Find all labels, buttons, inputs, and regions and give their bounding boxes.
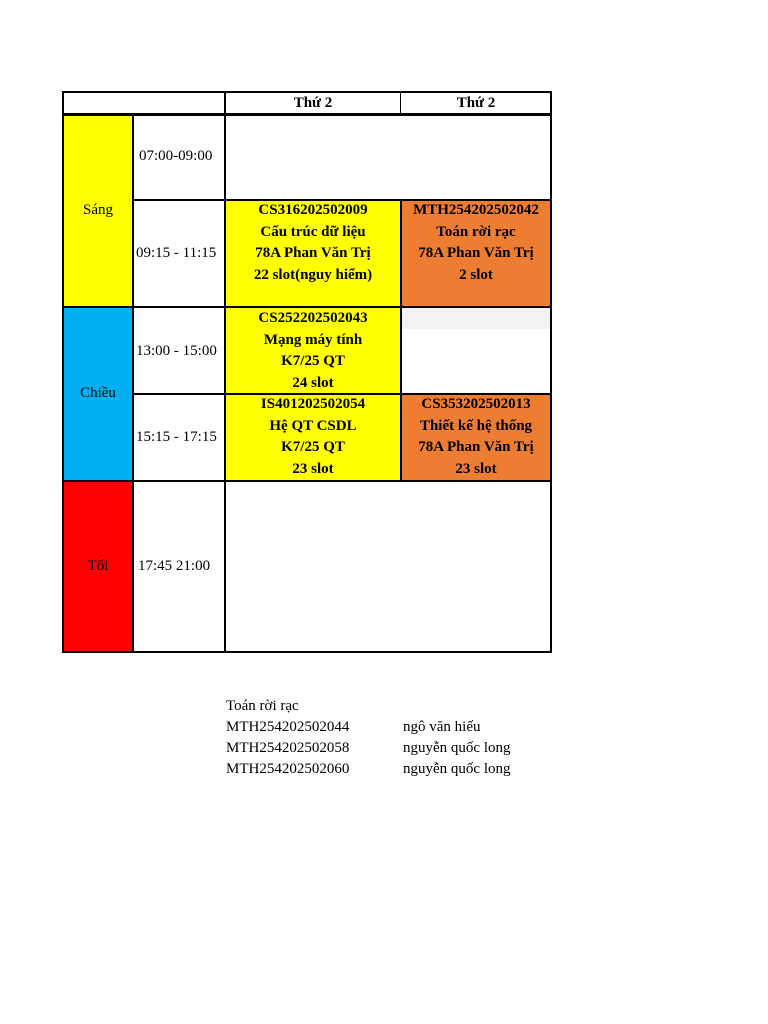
course-name: Mạng máy tính	[263, 331, 363, 348]
course-room: K7/25 QT	[281, 353, 345, 369]
notes-person: nguyễn quốc long	[403, 740, 511, 756]
course-cell-c2	[402, 200, 550, 306]
notes-title: Toán rời rạc	[226, 698, 299, 714]
time-slot-3: 13:00 - 15:00	[136, 343, 217, 359]
session-afternoon: Chiều	[80, 385, 116, 401]
time-slot-1: 07:00-09:00	[139, 148, 213, 164]
time-slot-2: 09:15 - 11:15	[136, 245, 217, 261]
notes-person: nguyễn quốc long	[403, 761, 511, 777]
course-name: Cấu trúc dữ liệu	[260, 223, 366, 240]
border-bottom	[62, 651, 552, 653]
session-col-sep	[132, 114, 134, 653]
course-slots: 2 slot	[459, 266, 493, 283]
course-code: CS316202502009	[258, 202, 368, 218]
course-slots: 23 slot	[292, 460, 334, 477]
course-slots: 24 slot	[292, 374, 334, 391]
course-room: 78A Phan Văn Trị	[418, 439, 534, 455]
header-day-2: Thứ 2	[456, 95, 496, 111]
border-right	[550, 91, 552, 653]
course-name: Hệ QT CSDL	[269, 417, 357, 434]
time-slot-4: 15:15 - 17:15	[136, 429, 217, 445]
course-room: 78A Phan Văn Trị	[418, 245, 534, 261]
course-slots: 23 slot	[455, 460, 497, 477]
course-room: 78A Phan Văn Trị	[255, 245, 371, 261]
header-sep-2	[400, 91, 401, 115]
course-code: MTH254202502042	[413, 202, 539, 218]
course-name: Thiết kế hệ thống	[419, 417, 533, 434]
session-sep-2	[62, 480, 552, 482]
course-cell-c4	[226, 394, 400, 480]
course-slots: 22 slot(nguy hiểm)	[253, 266, 373, 283]
course-code: CS252202502043	[258, 310, 368, 326]
notes-person: ngô văn hiếu	[403, 719, 481, 735]
course-name: Toán rời rạc	[436, 223, 516, 240]
header-day-1: Thứ 2	[293, 95, 333, 111]
time-slot-5: 17:45 21:00	[138, 558, 211, 574]
notes-code: MTH254202502058	[226, 740, 350, 756]
notes-code: MTH254202502060	[226, 761, 350, 777]
course-cell-c3	[226, 308, 400, 393]
course-cell-c5	[402, 394, 550, 480]
course-code: CS353202502013	[421, 396, 531, 412]
course-code: IS401202502054	[260, 396, 366, 412]
session-evening: Tối	[87, 558, 109, 574]
session-morning: Sáng	[83, 202, 113, 218]
course-cell-c1	[226, 200, 400, 306]
course-room: K7/25 QT	[281, 439, 345, 455]
notes-code: MTH254202502044	[226, 719, 350, 735]
empty-gray-strip	[401, 307, 551, 329]
